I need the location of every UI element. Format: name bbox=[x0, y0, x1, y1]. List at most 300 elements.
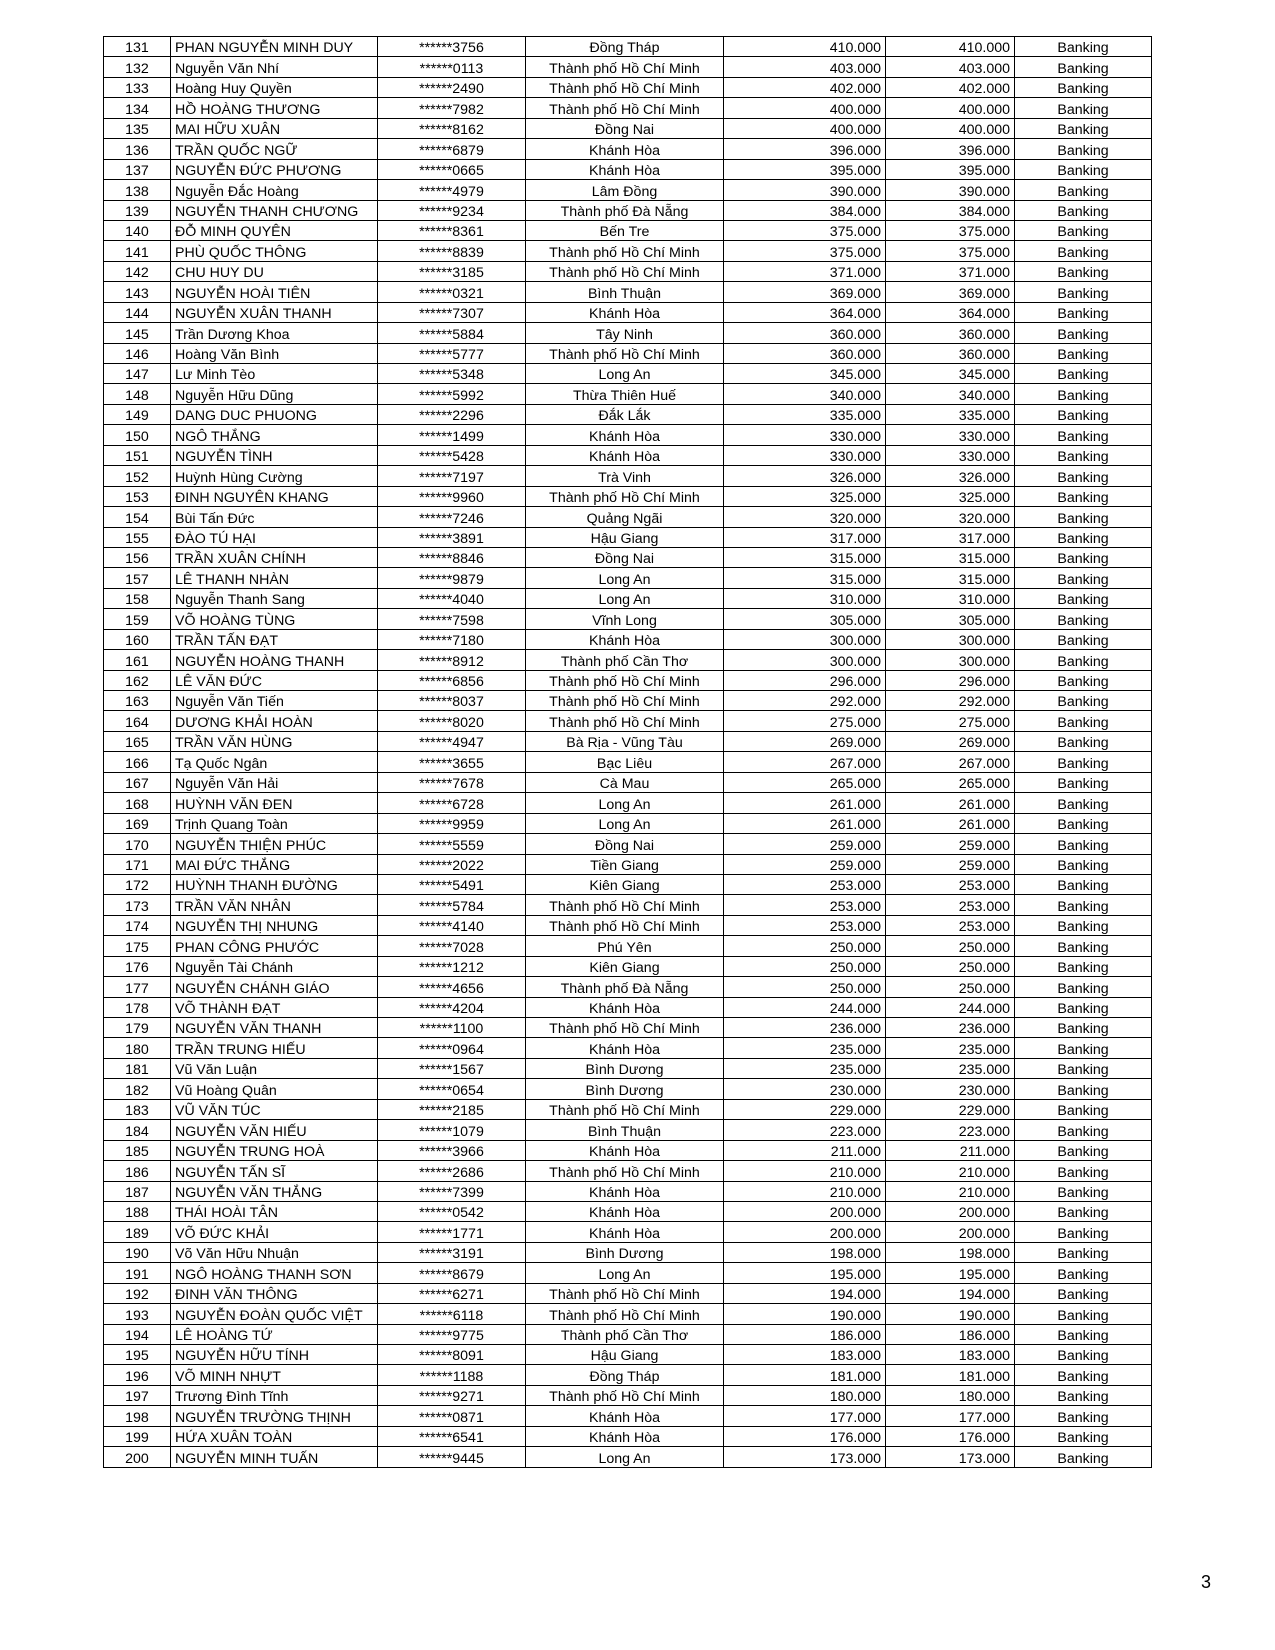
recipient-name-cell: MAI ĐỨC THẮNG bbox=[171, 854, 378, 874]
table-row bbox=[104, 1099, 1152, 1119]
province-cell: Khánh Hòa bbox=[526, 997, 724, 1017]
amount-requested-cell: 253.000 bbox=[724, 895, 886, 915]
masked-account-cell: ******4656 bbox=[378, 977, 526, 997]
row-number-cell: 187 bbox=[104, 1181, 171, 1201]
amount-requested-cell: 320.000 bbox=[724, 507, 886, 527]
amount-paid-cell: 244.000 bbox=[886, 997, 1015, 1017]
recipient-name-cell: DANG DUC PHUONG bbox=[171, 404, 378, 424]
masked-account-cell: ******9879 bbox=[378, 568, 526, 588]
table-row bbox=[104, 139, 1152, 159]
recipient-name-cell: Huỳnh Hùng Cường bbox=[171, 466, 378, 486]
row-number-cell: 149 bbox=[104, 404, 171, 424]
payment-method-cell: Banking bbox=[1015, 527, 1152, 547]
table-row bbox=[104, 1201, 1152, 1221]
table-row bbox=[104, 650, 1152, 670]
table-row bbox=[104, 854, 1152, 874]
row-number-cell: 168 bbox=[104, 793, 171, 813]
recipient-name-cell: HỨA XUÂN TOÀN bbox=[171, 1426, 378, 1446]
payment-method-cell: Banking bbox=[1015, 486, 1152, 506]
row-number-cell: 167 bbox=[104, 772, 171, 792]
masked-account-cell: ******4040 bbox=[378, 588, 526, 608]
amount-requested-cell: 253.000 bbox=[724, 874, 886, 894]
payment-method-cell: Banking bbox=[1015, 936, 1152, 956]
masked-account-cell: ******5884 bbox=[378, 323, 526, 343]
province-cell: Thành phố Hồ Chí Minh bbox=[526, 1018, 724, 1038]
masked-account-cell: ******1212 bbox=[378, 956, 526, 976]
amount-paid-cell: 317.000 bbox=[886, 527, 1015, 547]
payment-method-cell: Banking bbox=[1015, 404, 1152, 424]
recipient-name-cell: HUỲNH THANH ĐƯỜNG bbox=[171, 874, 378, 894]
recipient-name-cell: VÕ ĐỨC KHẢI bbox=[171, 1222, 378, 1242]
masked-account-cell: ******3756 bbox=[378, 37, 526, 57]
masked-account-cell: ******5559 bbox=[378, 834, 526, 854]
amount-requested-cell: 195.000 bbox=[724, 1263, 886, 1283]
payment-method-cell: Banking bbox=[1015, 670, 1152, 690]
recipient-name-cell: Trương Đình Tĩnh bbox=[171, 1385, 378, 1405]
province-cell: Thành phố Hồ Chí Minh bbox=[526, 98, 724, 118]
amount-paid-cell: 371.000 bbox=[886, 261, 1015, 281]
amount-requested-cell: 173.000 bbox=[724, 1447, 886, 1467]
row-number-cell: 133 bbox=[104, 77, 171, 97]
amount-paid-cell: 194.000 bbox=[886, 1283, 1015, 1303]
payment-method-cell: Banking bbox=[1015, 895, 1152, 915]
recipient-name-cell: NGÔ THẮNG bbox=[171, 425, 378, 445]
province-cell: Thành phố Đà Nẵng bbox=[526, 977, 724, 997]
payment-method-cell: Banking bbox=[1015, 793, 1152, 813]
payment-method-cell: Banking bbox=[1015, 547, 1152, 567]
amount-requested-cell: 198.000 bbox=[724, 1242, 886, 1262]
recipient-name-cell: Nguyễn Hữu Dũng bbox=[171, 384, 378, 404]
recipient-name-cell: NGUYỄN TÌNH bbox=[171, 445, 378, 465]
table-row bbox=[104, 1385, 1152, 1405]
table-row bbox=[104, 77, 1152, 97]
province-cell: Cà Mau bbox=[526, 772, 724, 792]
amount-requested-cell: 261.000 bbox=[724, 813, 886, 833]
table-row bbox=[104, 384, 1152, 404]
masked-account-cell: ******8091 bbox=[378, 1345, 526, 1365]
recipient-name-cell: ĐINH VĂN THÔNG bbox=[171, 1283, 378, 1303]
province-cell: Thành phố Hồ Chí Minh bbox=[526, 486, 724, 506]
payment-method-cell: Banking bbox=[1015, 159, 1152, 179]
row-number-cell: 154 bbox=[104, 507, 171, 527]
amount-paid-cell: 340.000 bbox=[886, 384, 1015, 404]
recipient-name-cell: NGUYỄN HỮU TÍNH bbox=[171, 1345, 378, 1365]
province-cell: Thừa Thiên Huế bbox=[526, 384, 724, 404]
amount-requested-cell: 340.000 bbox=[724, 384, 886, 404]
masked-account-cell: ******1188 bbox=[378, 1365, 526, 1385]
masked-account-cell: ******5348 bbox=[378, 364, 526, 384]
table-row bbox=[104, 57, 1152, 77]
payment-method-cell: Banking bbox=[1015, 507, 1152, 527]
province-cell: Bình Dương bbox=[526, 1242, 724, 1262]
table-row bbox=[104, 98, 1152, 118]
masked-account-cell: ******0321 bbox=[378, 282, 526, 302]
masked-account-cell: ******4979 bbox=[378, 180, 526, 200]
masked-account-cell: ******0113 bbox=[378, 57, 526, 77]
amount-paid-cell: 250.000 bbox=[886, 936, 1015, 956]
province-cell: Thành phố Hồ Chí Minh bbox=[526, 915, 724, 935]
amount-requested-cell: 375.000 bbox=[724, 220, 886, 240]
payment-method-cell: Banking bbox=[1015, 731, 1152, 751]
table-row bbox=[104, 1345, 1152, 1365]
province-cell: Thành phố Hồ Chí Minh bbox=[526, 241, 724, 261]
masked-account-cell: ******9775 bbox=[378, 1324, 526, 1344]
province-cell: Khánh Hòa bbox=[526, 159, 724, 179]
amount-requested-cell: 275.000 bbox=[724, 711, 886, 731]
amount-requested-cell: 177.000 bbox=[724, 1406, 886, 1426]
recipient-name-cell: NGÔ HOÀNG THANH SƠN bbox=[171, 1263, 378, 1283]
row-number-cell: 173 bbox=[104, 895, 171, 915]
recipient-name-cell: Bùi Tấn Đức bbox=[171, 507, 378, 527]
amount-paid-cell: 210.000 bbox=[886, 1161, 1015, 1181]
amount-requested-cell: 235.000 bbox=[724, 1038, 886, 1058]
recipient-name-cell: NGUYỄN ĐOÀN QUỐC VIỆT bbox=[171, 1304, 378, 1324]
amount-paid-cell: 330.000 bbox=[886, 445, 1015, 465]
amount-requested-cell: 267.000 bbox=[724, 752, 886, 772]
province-cell: Khánh Hòa bbox=[526, 1426, 724, 1446]
recipient-name-cell: Nguyễn Văn Hải bbox=[171, 772, 378, 792]
payment-method-cell: Banking bbox=[1015, 1140, 1152, 1160]
amount-requested-cell: 384.000 bbox=[724, 200, 886, 220]
row-number-cell: 164 bbox=[104, 711, 171, 731]
amount-paid-cell: 173.000 bbox=[886, 1447, 1015, 1467]
amount-requested-cell: 400.000 bbox=[724, 98, 886, 118]
province-cell: Khánh Hòa bbox=[526, 139, 724, 159]
payment-method-cell: Banking bbox=[1015, 1283, 1152, 1303]
amount-paid-cell: 177.000 bbox=[886, 1406, 1015, 1426]
recipient-name-cell: NGUYỄN TẤN SĨ bbox=[171, 1161, 378, 1181]
table-row bbox=[104, 1222, 1152, 1242]
recipient-name-cell: LÊ VĂN ĐỨC bbox=[171, 670, 378, 690]
amount-requested-cell: 180.000 bbox=[724, 1385, 886, 1405]
row-number-cell: 169 bbox=[104, 813, 171, 833]
table-row bbox=[104, 323, 1152, 343]
table-row bbox=[104, 731, 1152, 751]
row-number-cell: 162 bbox=[104, 670, 171, 690]
row-number-cell: 172 bbox=[104, 874, 171, 894]
row-number-cell: 165 bbox=[104, 731, 171, 751]
masked-account-cell: ******1499 bbox=[378, 425, 526, 445]
recipient-name-cell: HỒ HOÀNG THƯƠNG bbox=[171, 98, 378, 118]
amount-paid-cell: 330.000 bbox=[886, 425, 1015, 445]
amount-paid-cell: 235.000 bbox=[886, 1038, 1015, 1058]
amount-requested-cell: 310.000 bbox=[724, 588, 886, 608]
amount-requested-cell: 265.000 bbox=[724, 772, 886, 792]
province-cell: Long An bbox=[526, 588, 724, 608]
amount-paid-cell: 265.000 bbox=[886, 772, 1015, 792]
masked-account-cell: ******6118 bbox=[378, 1304, 526, 1324]
table-row bbox=[104, 200, 1152, 220]
amount-requested-cell: 176.000 bbox=[724, 1426, 886, 1446]
table-row bbox=[104, 1181, 1152, 1201]
payment-method-cell: Banking bbox=[1015, 1161, 1152, 1181]
amount-paid-cell: 325.000 bbox=[886, 486, 1015, 506]
recipient-name-cell: NGUYỄN VĂN HIẾU bbox=[171, 1120, 378, 1140]
recipient-table bbox=[103, 36, 1152, 1468]
payment-method-cell: Banking bbox=[1015, 98, 1152, 118]
recipient-name-cell: NGUYỄN THỊ NHUNG bbox=[171, 915, 378, 935]
recipient-name-cell: ĐÀO TÚ HẠI bbox=[171, 527, 378, 547]
amount-paid-cell: 250.000 bbox=[886, 956, 1015, 976]
table-row bbox=[104, 1058, 1152, 1078]
row-number-cell: 158 bbox=[104, 588, 171, 608]
row-number-cell: 137 bbox=[104, 159, 171, 179]
row-number-cell: 135 bbox=[104, 118, 171, 138]
province-cell: Thành phố Hồ Chí Minh bbox=[526, 77, 724, 97]
row-number-cell: 185 bbox=[104, 1140, 171, 1160]
payment-method-cell: Banking bbox=[1015, 1365, 1152, 1385]
table-row bbox=[104, 813, 1152, 833]
table-row bbox=[104, 1365, 1152, 1385]
province-cell: Thành phố Hồ Chí Minh bbox=[526, 711, 724, 731]
payment-method-cell: Banking bbox=[1015, 1018, 1152, 1038]
row-number-cell: 140 bbox=[104, 220, 171, 240]
table-row bbox=[104, 282, 1152, 302]
recipient-name-cell: NGUYỄN HOÀI TIÊN bbox=[171, 282, 378, 302]
table-row bbox=[104, 1018, 1152, 1038]
payment-method-cell: Banking bbox=[1015, 1038, 1152, 1058]
table-row bbox=[104, 936, 1152, 956]
amount-paid-cell: 305.000 bbox=[886, 609, 1015, 629]
table-row bbox=[104, 343, 1152, 363]
recipient-name-cell: VŨ VĂN TÚC bbox=[171, 1099, 378, 1119]
amount-paid-cell: 275.000 bbox=[886, 711, 1015, 731]
province-cell: Bà Rịa - Vũng Tàu bbox=[526, 731, 724, 751]
amount-requested-cell: 330.000 bbox=[724, 445, 886, 465]
masked-account-cell: ******5491 bbox=[378, 874, 526, 894]
payment-method-cell: Banking bbox=[1015, 77, 1152, 97]
row-number-cell: 160 bbox=[104, 629, 171, 649]
row-number-cell: 175 bbox=[104, 936, 171, 956]
masked-account-cell: ******6271 bbox=[378, 1283, 526, 1303]
row-number-cell: 132 bbox=[104, 57, 171, 77]
amount-requested-cell: 335.000 bbox=[724, 404, 886, 424]
payment-method-cell: Banking bbox=[1015, 1222, 1152, 1242]
amount-requested-cell: 200.000 bbox=[724, 1201, 886, 1221]
amount-paid-cell: 384.000 bbox=[886, 200, 1015, 220]
table-row bbox=[104, 977, 1152, 997]
amount-paid-cell: 320.000 bbox=[886, 507, 1015, 527]
province-cell: Vĩnh Long bbox=[526, 609, 724, 629]
amount-requested-cell: 292.000 bbox=[724, 691, 886, 711]
province-cell: Đồng Tháp bbox=[526, 37, 724, 57]
province-cell: Đồng Tháp bbox=[526, 1365, 724, 1385]
recipient-name-cell: PHÙ QUỐC THÔNG bbox=[171, 241, 378, 261]
row-number-cell: 157 bbox=[104, 568, 171, 588]
payment-method-cell: Banking bbox=[1015, 691, 1152, 711]
masked-account-cell: ******0871 bbox=[378, 1406, 526, 1426]
table-row bbox=[104, 466, 1152, 486]
recipient-name-cell: TRẦN QUỐC NGỮ bbox=[171, 139, 378, 159]
payment-method-cell: Banking bbox=[1015, 1242, 1152, 1262]
amount-requested-cell: 315.000 bbox=[724, 547, 886, 567]
recipient-name-cell: NGUYỄN TRUNG HOÀ bbox=[171, 1140, 378, 1160]
amount-paid-cell: 190.000 bbox=[886, 1304, 1015, 1324]
recipient-name-cell: ĐỖ MINH QUYÊN bbox=[171, 220, 378, 240]
province-cell: Thành phố Hồ Chí Minh bbox=[526, 895, 724, 915]
masked-account-cell: ******9960 bbox=[378, 486, 526, 506]
province-cell: Kiên Giang bbox=[526, 956, 724, 976]
province-cell: Khánh Hòa bbox=[526, 1406, 724, 1426]
row-number-cell: 177 bbox=[104, 977, 171, 997]
row-number-cell: 171 bbox=[104, 854, 171, 874]
row-number-cell: 170 bbox=[104, 834, 171, 854]
row-number-cell: 151 bbox=[104, 445, 171, 465]
amount-paid-cell: 183.000 bbox=[886, 1345, 1015, 1365]
table-row bbox=[104, 793, 1152, 813]
payment-method-cell: Banking bbox=[1015, 466, 1152, 486]
province-cell: Thành phố Hồ Chí Minh bbox=[526, 57, 724, 77]
table-row bbox=[104, 1426, 1152, 1446]
table-row bbox=[104, 527, 1152, 547]
masked-account-cell: ******8361 bbox=[378, 220, 526, 240]
recipient-name-cell: Vũ Văn Luận bbox=[171, 1058, 378, 1078]
payment-method-cell: Banking bbox=[1015, 1099, 1152, 1119]
row-number-cell: 147 bbox=[104, 364, 171, 384]
recipient-name-cell: Trần Dương Khoa bbox=[171, 323, 378, 343]
amount-paid-cell: 315.000 bbox=[886, 568, 1015, 588]
amount-paid-cell: 176.000 bbox=[886, 1426, 1015, 1446]
province-cell: Long An bbox=[526, 1263, 724, 1283]
payment-method-cell: Banking bbox=[1015, 772, 1152, 792]
amount-requested-cell: 371.000 bbox=[724, 261, 886, 281]
amount-paid-cell: 345.000 bbox=[886, 364, 1015, 384]
payment-method-cell: Banking bbox=[1015, 1324, 1152, 1344]
masked-account-cell: ******8839 bbox=[378, 241, 526, 261]
province-cell: Đồng Nai bbox=[526, 834, 724, 854]
amount-requested-cell: 259.000 bbox=[724, 834, 886, 854]
payment-method-cell: Banking bbox=[1015, 139, 1152, 159]
payment-method-cell: Banking bbox=[1015, 1201, 1152, 1221]
amount-paid-cell: 210.000 bbox=[886, 1181, 1015, 1201]
masked-account-cell: ******7197 bbox=[378, 466, 526, 486]
row-number-cell: 143 bbox=[104, 282, 171, 302]
province-cell: Tây Ninh bbox=[526, 323, 724, 343]
table-row bbox=[104, 834, 1152, 854]
recipient-name-cell: DƯƠNG KHẢI HOÀN bbox=[171, 711, 378, 731]
recipient-name-cell: TRẦN VĂN NHÂN bbox=[171, 895, 378, 915]
payment-method-cell: Banking bbox=[1015, 1120, 1152, 1140]
amount-paid-cell: 292.000 bbox=[886, 691, 1015, 711]
row-number-cell: 193 bbox=[104, 1304, 171, 1324]
recipient-name-cell: MAI HỮU XUÂN bbox=[171, 118, 378, 138]
amount-paid-cell: 229.000 bbox=[886, 1099, 1015, 1119]
table-row bbox=[104, 670, 1152, 690]
table-row bbox=[104, 445, 1152, 465]
row-number-cell: 176 bbox=[104, 956, 171, 976]
row-number-cell: 156 bbox=[104, 547, 171, 567]
masked-account-cell: ******2022 bbox=[378, 854, 526, 874]
amount-paid-cell: 375.000 bbox=[886, 220, 1015, 240]
table-row bbox=[104, 507, 1152, 527]
table-row bbox=[104, 364, 1152, 384]
recipient-table-body bbox=[104, 37, 1152, 1468]
masked-account-cell: ******3655 bbox=[378, 752, 526, 772]
amount-requested-cell: 390.000 bbox=[724, 180, 886, 200]
amount-requested-cell: 410.000 bbox=[724, 37, 886, 57]
masked-account-cell: ******4140 bbox=[378, 915, 526, 935]
row-number-cell: 189 bbox=[104, 1222, 171, 1242]
masked-account-cell: ******0654 bbox=[378, 1079, 526, 1099]
table-row bbox=[104, 1161, 1152, 1181]
amount-paid-cell: 375.000 bbox=[886, 241, 1015, 261]
province-cell: Quảng Ngãi bbox=[526, 507, 724, 527]
amount-paid-cell: 300.000 bbox=[886, 650, 1015, 670]
amount-paid-cell: 403.000 bbox=[886, 57, 1015, 77]
amount-paid-cell: 259.000 bbox=[886, 854, 1015, 874]
recipient-name-cell: ĐINH NGUYÊN KHANG bbox=[171, 486, 378, 506]
amount-paid-cell: 253.000 bbox=[886, 874, 1015, 894]
amount-paid-cell: 364.000 bbox=[886, 302, 1015, 322]
amount-paid-cell: 198.000 bbox=[886, 1242, 1015, 1262]
row-number-cell: 148 bbox=[104, 384, 171, 404]
payment-method-cell: Banking bbox=[1015, 874, 1152, 894]
row-number-cell: 195 bbox=[104, 1345, 171, 1365]
province-cell: Khánh Hòa bbox=[526, 1140, 724, 1160]
amount-paid-cell: 369.000 bbox=[886, 282, 1015, 302]
amount-requested-cell: 326.000 bbox=[724, 466, 886, 486]
province-cell: Khánh Hòa bbox=[526, 1201, 724, 1221]
province-cell: Thành phố Hồ Chí Minh bbox=[526, 691, 724, 711]
table-row bbox=[104, 1140, 1152, 1160]
payment-method-cell: Banking bbox=[1015, 1304, 1152, 1324]
recipient-name-cell: Nguyễn Văn Nhí bbox=[171, 57, 378, 77]
amount-requested-cell: 300.000 bbox=[724, 629, 886, 649]
payment-method-cell: Banking bbox=[1015, 977, 1152, 997]
masked-account-cell: ******2185 bbox=[378, 1099, 526, 1119]
payment-method-cell: Banking bbox=[1015, 588, 1152, 608]
row-number-cell: 131 bbox=[104, 37, 171, 57]
amount-requested-cell: 200.000 bbox=[724, 1222, 886, 1242]
row-number-cell: 146 bbox=[104, 343, 171, 363]
table-row bbox=[104, 609, 1152, 629]
table-row bbox=[104, 159, 1152, 179]
amount-paid-cell: 410.000 bbox=[886, 37, 1015, 57]
recipient-name-cell: THÁI HOÀI TÂN bbox=[171, 1201, 378, 1221]
masked-account-cell: ******6541 bbox=[378, 1426, 526, 1446]
row-number-cell: 145 bbox=[104, 323, 171, 343]
payment-method-cell: Banking bbox=[1015, 364, 1152, 384]
table-row bbox=[104, 711, 1152, 731]
payment-method-cell: Banking bbox=[1015, 384, 1152, 404]
amount-requested-cell: 250.000 bbox=[724, 936, 886, 956]
row-number-cell: 155 bbox=[104, 527, 171, 547]
row-number-cell: 192 bbox=[104, 1283, 171, 1303]
amount-requested-cell: 259.000 bbox=[724, 854, 886, 874]
recipient-name-cell: NGUYỄN ĐỨC PHƯƠNG bbox=[171, 159, 378, 179]
payment-method-cell: Banking bbox=[1015, 445, 1152, 465]
row-number-cell: 200 bbox=[104, 1447, 171, 1467]
province-cell: Khánh Hòa bbox=[526, 445, 724, 465]
payment-method-cell: Banking bbox=[1015, 425, 1152, 445]
amount-paid-cell: 235.000 bbox=[886, 1058, 1015, 1078]
payment-method-cell: Banking bbox=[1015, 813, 1152, 833]
recipient-name-cell: HUỲNH VĂN ĐEN bbox=[171, 793, 378, 813]
recipient-name-cell: Hoàng Huy Quyền bbox=[171, 77, 378, 97]
province-cell: Bình Thuận bbox=[526, 282, 724, 302]
payment-method-cell: Banking bbox=[1015, 343, 1152, 363]
row-number-cell: 166 bbox=[104, 752, 171, 772]
amount-paid-cell: 259.000 bbox=[886, 834, 1015, 854]
amount-requested-cell: 181.000 bbox=[724, 1365, 886, 1385]
amount-paid-cell: 360.000 bbox=[886, 323, 1015, 343]
province-cell: Khánh Hòa bbox=[526, 1038, 724, 1058]
amount-paid-cell: 200.000 bbox=[886, 1222, 1015, 1242]
masked-account-cell: ******5428 bbox=[378, 445, 526, 465]
payment-method-cell: Banking bbox=[1015, 711, 1152, 731]
amount-requested-cell: 300.000 bbox=[724, 650, 886, 670]
recipient-name-cell: Lư Minh Tèo bbox=[171, 364, 378, 384]
